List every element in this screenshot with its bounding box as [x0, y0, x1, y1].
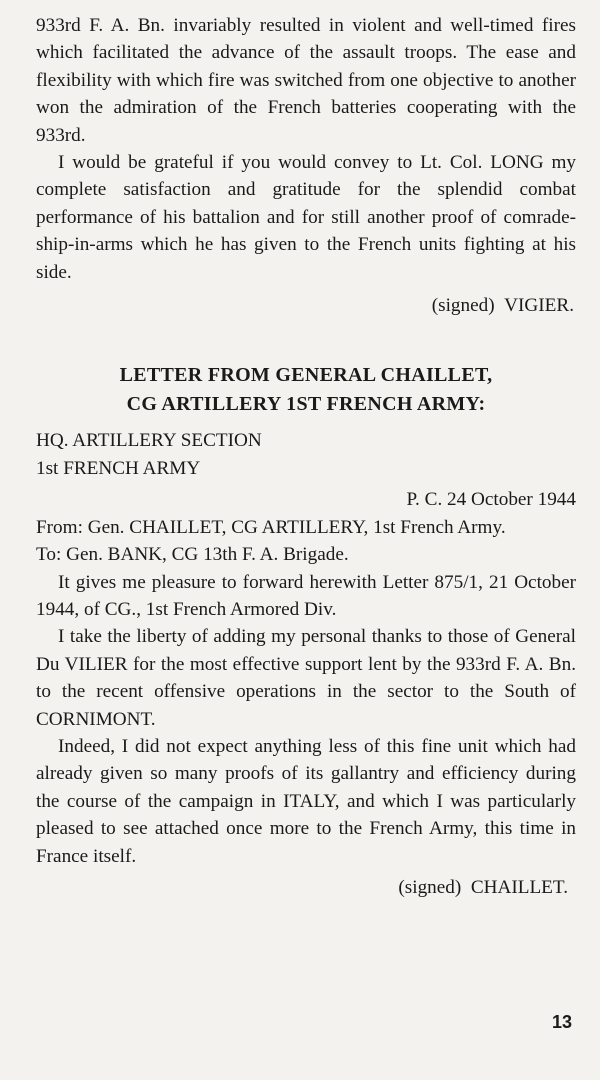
page-number: 13: [551, 1012, 572, 1032]
date-line: P. C. 24 October 1944: [406, 489, 576, 511]
address-line-2: 1st FRENCH ARMY: [36, 457, 201, 479]
heading-line-1: LETTER FROM GENERAL CHAILLET,: [119, 364, 493, 387]
forward-paragraph: It gives me pleasure to forward herewith Letter 875/1, 21 October 1944, of CG., 1st French Armored Div.: [36, 571, 576, 620]
intro-paragraph: 933rd F. A. Bn. invariably resulted in violent and well-timed fires which facilitated the advance of the assault troops. The ease and flexibility with which fire was switched from one objective to another won the admiration of the French batteries cooperating with the 933rd.: [36, 15, 576, 146]
gratitude-paragraph: I would be grateful if you would convey to Lt. Col. LONG my complete satisfaction and gratitude for the splendid combat performance of his battalion and for still another proof of comrade-ship-in-arms which he has given to the French units fighting at his side.: [36, 152, 576, 283]
signature-vigier: (signed) VIGIER.: [431, 295, 574, 317]
signature-chaillet: (signed) CHAILLET.: [398, 876, 568, 898]
address-line-1: HQ. ARTILLERY SECTION: [36, 430, 262, 452]
to-line: To: Gen. BANK, CG 13th F. A. Brigade.: [36, 544, 349, 566]
heading-line-2: CG ARTILLERY 1ST FRENCH ARMY:: [126, 393, 486, 416]
letter-page: [36, 12, 576, 901]
letter-heading: [36, 361, 576, 419]
from-line: From: Gen. CHAILLET, CG ARTILLERY, 1st French Army.: [36, 516, 506, 538]
thanks-paragraph: I take the liberty of adding my personal thanks to those of General Du VILIER for the most effective support lent by the 933rd F. A. Bn. to the recent offensive operations in the sector to the South of CORNIMONT.: [36, 626, 576, 730]
closing-paragraph: Indeed, I did not expect anything less of this fine unit which had already given so many proofs of its gallantry and efficiency during the course of the campaign in ITALY, and which I was particularly pleased to see attached once more to the French Army, this time in France itself.: [36, 735, 576, 867]
